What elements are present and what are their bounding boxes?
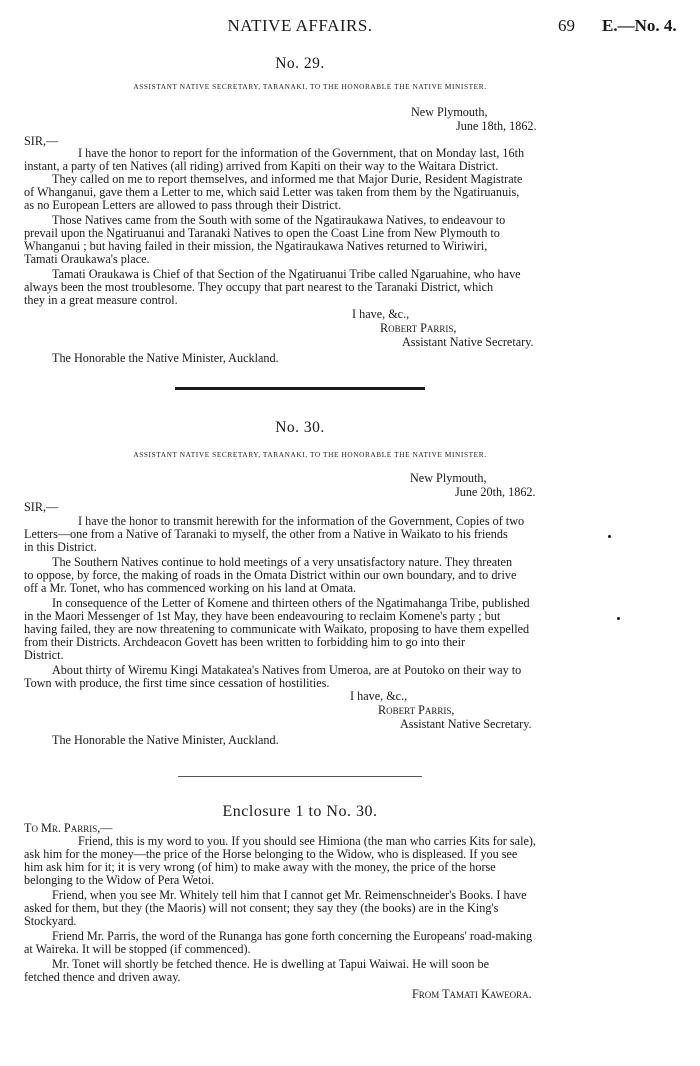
body-line: In consequence of the Letter of Komene and thirteen others of the Ngatimahanga Tribe, published [52, 596, 530, 610]
body-line: to oppose, by force, the making of roads in the Omata District within our own boundary, and to drive [24, 568, 517, 582]
letter-29-signature: Robert Parris, [380, 321, 457, 335]
letter-30-salutation: SIR,— [24, 500, 59, 514]
body-line: from their Districts. Archdeacon Govett has been written to forbidding him to go into their [24, 635, 466, 649]
section-divider [178, 776, 422, 777]
body-line: of Whanganui, gave them a Letter to me, which said Letter was taken from them by the Ngatiruanuis, [24, 185, 520, 199]
body-line: off a Mr. Tonet, who has commenced working on his land at Omata. [24, 581, 357, 595]
letter-30-addressee: The Honorable the Native Minister, Auckland. [52, 733, 279, 747]
enclosure-salutation: To Mr. Parris,— [24, 821, 113, 835]
body-line: asked for them, but they (the Maoris) will not consent; they say they (the books) are in the King's [24, 901, 499, 915]
body-line: prevail upon the Ngatiruanui and Taranaki Natives to open the Coast Line from New Plymouth to [24, 226, 500, 240]
letter-30-closing: I have, &c., [350, 689, 408, 703]
letter-29-closing: I have, &c., [352, 307, 410, 321]
enclosure-title: Enclosure 1 to No. 30. [222, 803, 378, 820]
letter-30-place: New Plymouth, [410, 471, 487, 485]
body-line: Tamati Oraukawa's place. [24, 252, 150, 266]
body-line: in the Maori Messenger of 1st May, they have been endeavouring to reclaim Komene's party ; but [24, 609, 501, 623]
body-line: him ask him for it; it is very wrong (of him) to make away with the money, the price of the horse [24, 860, 496, 874]
letter-30-number: No. 30. [275, 419, 325, 436]
running-title: NATIVE AFFAIRS. [227, 16, 373, 35]
letter-29-signature-title: Assistant Native Secretary. [402, 335, 534, 349]
body-line: They called on me to report themselves, and informed me that Major Durie, Resident Magistrate [52, 172, 523, 186]
document-reference: E.—No. 4. [602, 16, 677, 35]
body-line: Friend Mr. Parris, the word of the Runanga has gone forth concerning the Europeans' road-making [52, 929, 533, 943]
body-line: they in a great measure control. [24, 293, 178, 307]
body-line: About thirty of Wiremu Kingi Matakatea's Natives from Umeroa, are at Poutoko on their way to [52, 663, 522, 677]
letter-29-place: New Plymouth, [411, 105, 488, 119]
body-line: fetched thence and driven away. [24, 970, 181, 984]
body-line: Friend, when you see Mr. Whitely tell him that I cannot get Mr. Reimenschneider's Books. I have [52, 888, 527, 902]
body-line: belonging to the Widow of Pera Wetoi. [24, 873, 214, 887]
body-line: as no European Letters are allowed to pass through their District. [24, 198, 342, 212]
letter-29-subheading: ASSISTANT NATIVE SECRETARY, TARANAKI, TO THE HONORABLE THE NATIVE MINISTER. [133, 82, 487, 91]
body-line: Those Natives came from the South with some of the Ngatiraukawa Natives, to endeavour to [52, 213, 506, 227]
section-divider [175, 387, 425, 390]
letter-29-addressee: The Honorable the Native Minister, Auckland. [52, 351, 279, 365]
letter-30-signature-title: Assistant Native Secretary. [400, 717, 532, 731]
body-line: Letters—one from a Native of Taranaki to myself, the other from a Native in Waikato to his friends [24, 527, 508, 541]
body-line: District. [24, 648, 64, 662]
letter-30-subheading: ASSISTANT NATIVE SECRETARY, TARANAKI, TO THE HONORABLE THE NATIVE MINISTER. [133, 450, 487, 459]
margin-mark [617, 617, 620, 620]
body-line: I have the honor to transmit herewith for the information of the Government, Copies of two [78, 514, 525, 528]
letter-30-signature: Robert Parris, [378, 703, 455, 717]
body-line: at Waireka. It will be stopped (if commenced). [24, 942, 251, 956]
body-line: I have the honor to report for the information of the Government, that on Monday last, 16th [78, 146, 525, 160]
enclosure-signature: From Tamati Kaweora. [412, 987, 532, 1001]
body-line: Town with produce, the first time since cessation of hostilities. [24, 676, 330, 690]
margin-mark [608, 535, 611, 538]
body-line: instant, a party of ten Natives (all riding) arrived from Kapiti on their way to the Waitara District. [24, 159, 499, 173]
body-line: Whanganui ; but having failed in their mission, the Ngatiraukawa Natives returned to Wiriwiri, [24, 239, 488, 253]
letter-30-date: June 20th, 1862. [455, 485, 536, 499]
body-line: having failed, they are now threatening to communicate with Waikato, proposing to have them expelled [24, 622, 530, 636]
body-line: always been the most troublesome. They occupy that part nearest to the Taranaki District, which [24, 280, 494, 294]
page-number: 69 [558, 16, 575, 35]
body-line: in this District. [24, 540, 97, 554]
letter-29-salutation: SIR,— [24, 134, 59, 148]
body-line: Friend, this is my word to you. If you should see Himiona (the man who carries Kits for sale), [78, 834, 536, 848]
letter-29-date: June 18th, 1862. [456, 119, 537, 133]
body-line: Mr. Tonet will shortly be fetched thence. He is dwelling at Tapui Waiwai. He will soon be [52, 957, 489, 971]
body-line: ask him for the money—the price of the Horse belonging to the Widow, who is displeased. If you see [24, 847, 518, 861]
letter-29-number: No. 29. [275, 55, 325, 72]
body-line: The Southern Natives continue to hold meetings of a very unsatisfactory nature. They threaten [52, 555, 513, 569]
body-line: Tamati Oraukawa is Chief of that Section of the Ngatiruanui Tribe called Ngaruahine, who have [52, 267, 521, 281]
body-line: Stockyard. [24, 914, 77, 928]
